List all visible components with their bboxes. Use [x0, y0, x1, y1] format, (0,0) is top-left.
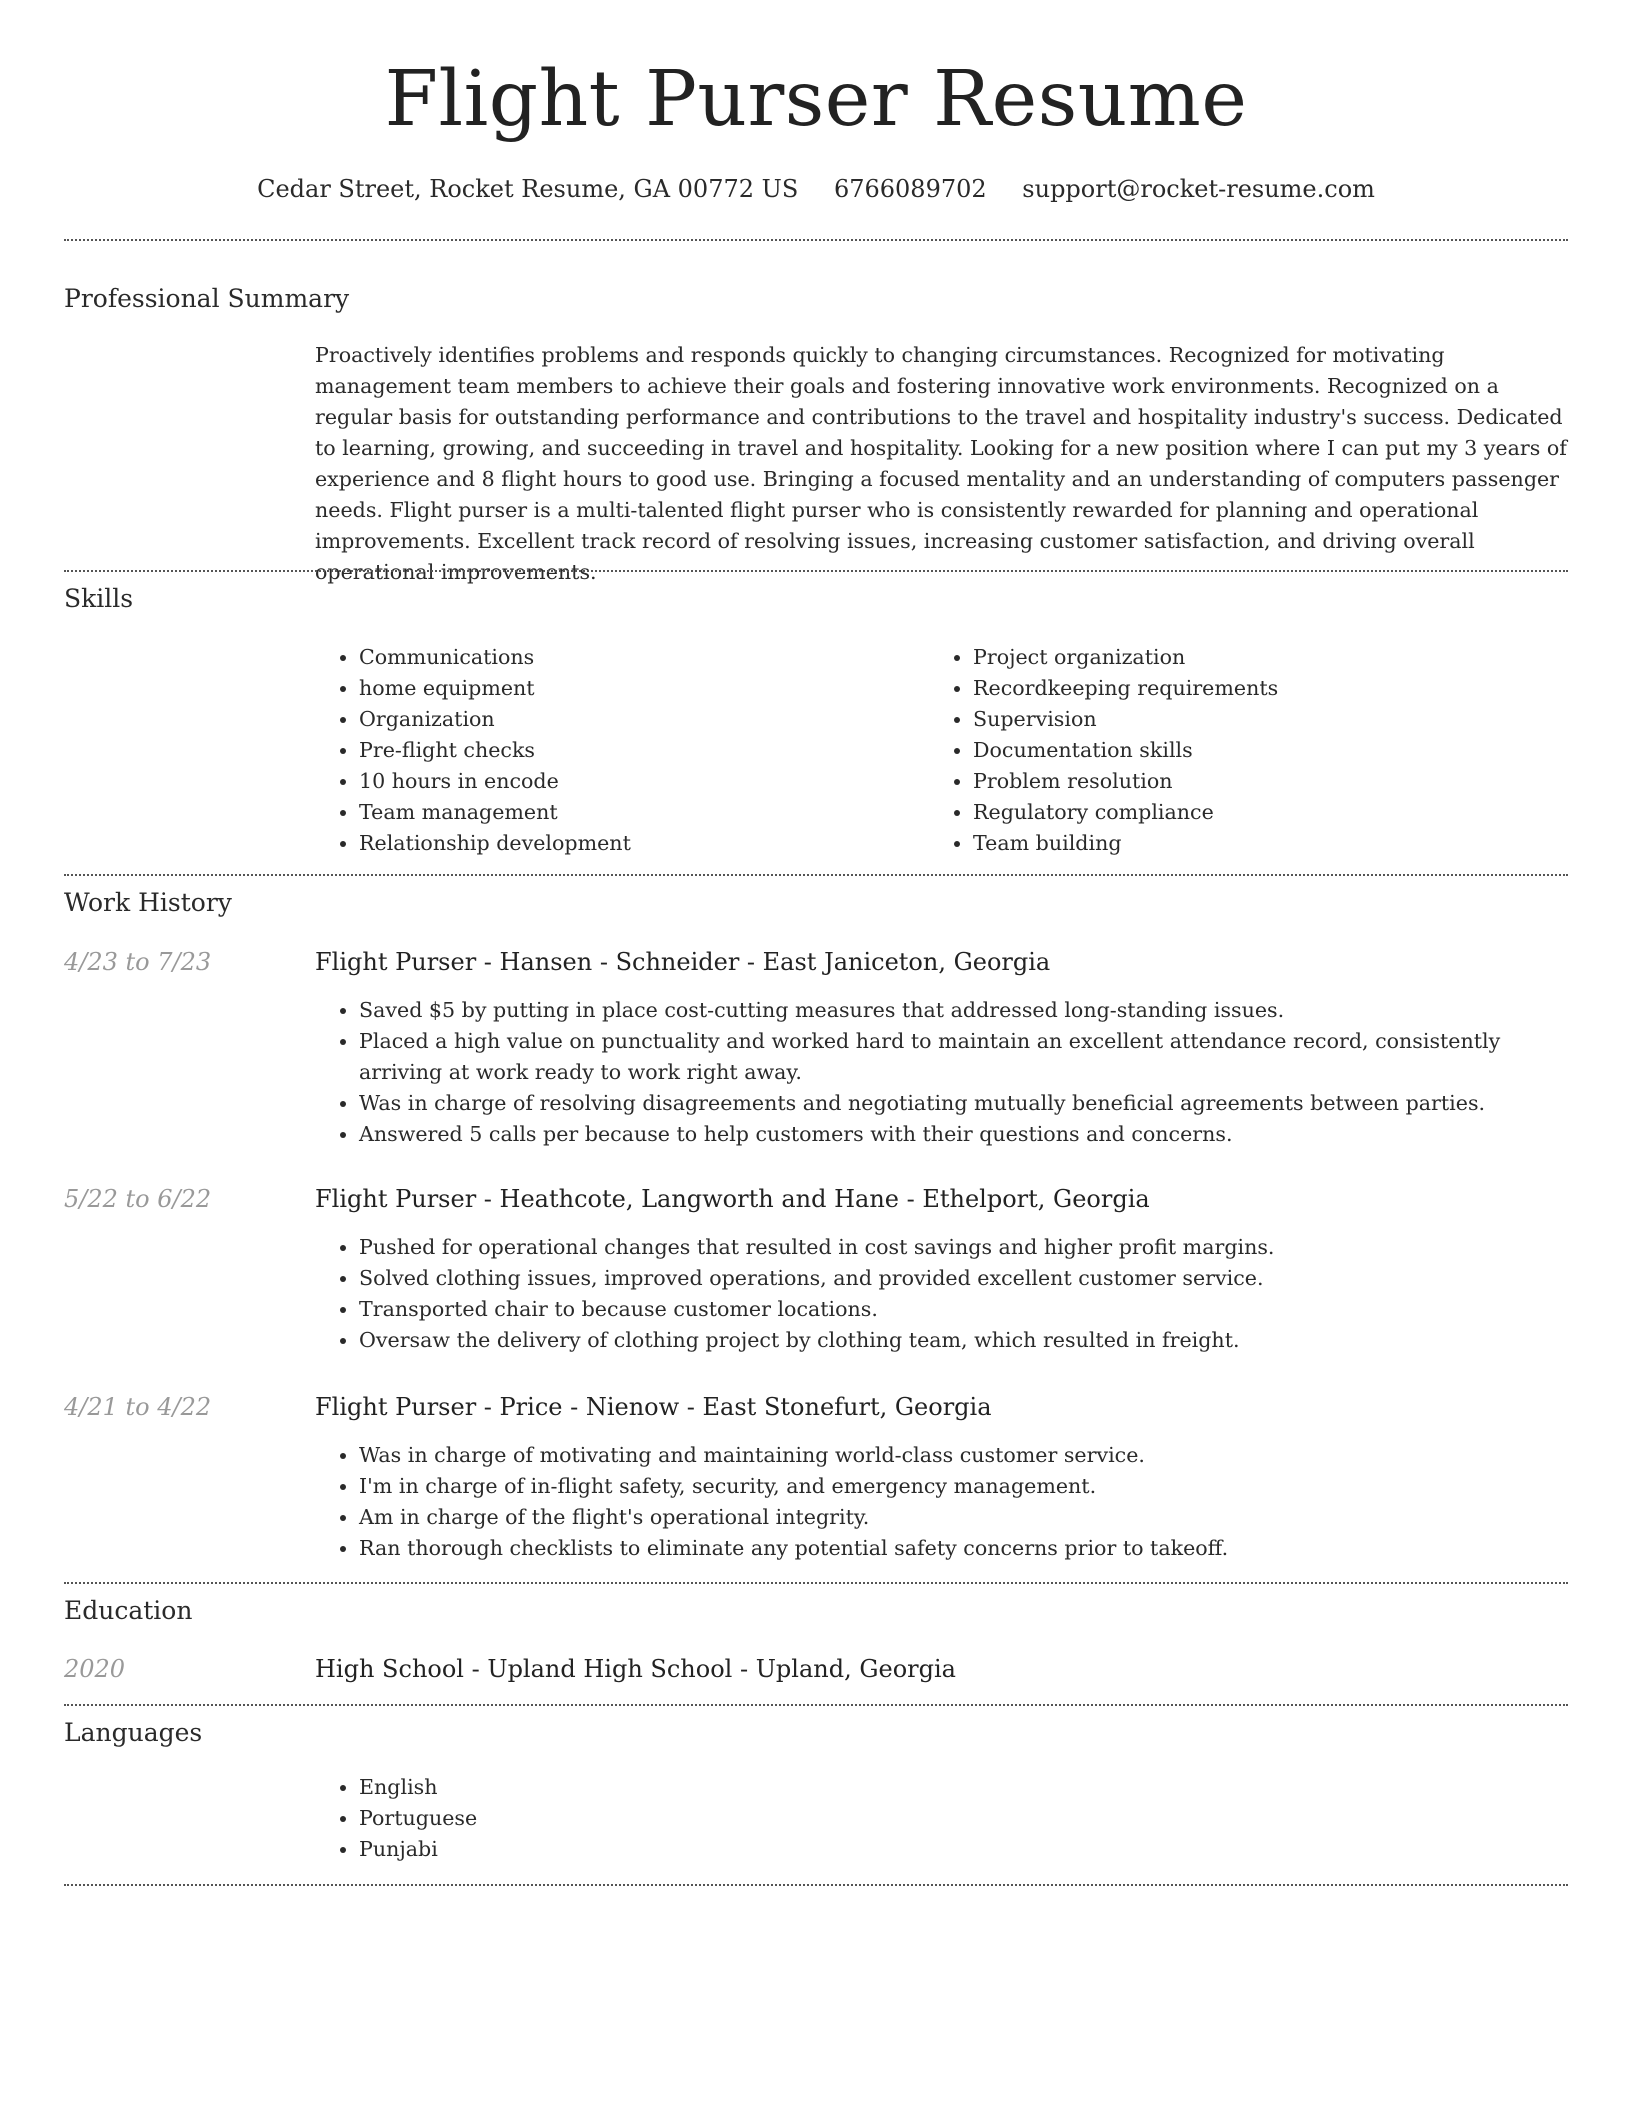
job-bullet: • Transported chair to because customer locations.	[359, 1294, 1568, 1325]
section-title-education: Education	[64, 1596, 193, 1625]
contact-phone: 6766089702	[833, 175, 987, 203]
language-item: • Punjabi	[359, 1834, 915, 1865]
job-bullet: • Ran thorough checklists to eliminate any potential safety concerns prior to takeoff.	[359, 1533, 1568, 1564]
job-bullet: • Was in charge of motivating and maintaining world-class customer service.	[359, 1440, 1568, 1471]
job-bullets	[315, 995, 1568, 1150]
divider	[64, 874, 1568, 876]
contact-email: support@rocket-resume.com	[1022, 175, 1375, 203]
skill-item: • Documentation skills	[973, 735, 1549, 766]
skill-item: • Communications	[359, 642, 915, 673]
divider	[64, 239, 1568, 241]
job-bullet: • Saved $5 by putting in place cost-cutting measures that addressed long-standing issues.	[359, 995, 1568, 1026]
education-year: 2020	[64, 1655, 126, 1683]
job-bullet: • Oversaw the delivery of clothing project by clothing team, which resulted in freight.	[359, 1325, 1568, 1356]
skill-item: • 10 hours in encode	[359, 766, 915, 797]
summary-text: Proactively identifies problems and responds quickly to changing circumstances. Recognized for motivating management team members to achieve their goals and fostering innovative work environments. Recognized on a regular basis for outstanding performance and contributions to the travel and hospitality industry's success. Dedicated to learning, growing, and succeeding in travel and hospitality. Looking for a new position where I can put my 3 years of experience and 8 flight hours to good use. Bringing a focused mentality and an understanding of computers passenger needs. Flight purser is a multi-talented flight purser who is consistently rewarded for planning and operational improvements. Excellent track record of resolving issues, increasing customer satisfaction, and driving overall operational improvements.	[315, 343, 1567, 584]
job-bullets	[315, 1440, 1568, 1564]
job-bullet: • I'm in charge of in-flight safety, security, and emergency management.	[359, 1471, 1568, 1502]
skill-item: • Pre-flight checks	[359, 735, 915, 766]
section-title-work: Work History	[64, 888, 232, 917]
job-bullet: • Answered 5 calls per because to help customers with their questions and concerns.	[359, 1119, 1568, 1150]
section-title-languages: Languages	[64, 1718, 203, 1747]
skill-item: • Regulatory compliance	[973, 797, 1549, 828]
job-bullet: • Am in charge of the flight's operational integrity.	[359, 1502, 1568, 1533]
job-title: Flight Purser - Price - Nienow - East Stonefurt, Georgia	[315, 1393, 992, 1421]
section-title-skills: Skills	[64, 584, 134, 613]
job-bullet: • Pushed for operational changes that resulted in cost savings and higher profit margins.	[359, 1232, 1568, 1263]
skill-item: • home equipment	[359, 673, 915, 704]
languages-list	[315, 1772, 915, 1865]
skills-column-right	[929, 642, 1549, 859]
section-title-summary: Professional Summary	[64, 284, 350, 313]
skill-item: • Supervision	[973, 704, 1549, 735]
job-bullet: • Placed a high value on punctuality and worked hard to maintain an excellent attendance record, consistently arriving at work ready to work right away.	[359, 1026, 1568, 1088]
skill-item: • Organization	[359, 704, 915, 735]
job-dates: 4/23 to 7/23	[64, 948, 212, 976]
job-bullet: • Solved clothing issues, improved operations, and provided excellent customer service.	[359, 1263, 1568, 1294]
language-item: • Portuguese	[359, 1803, 915, 1834]
job-dates: 4/21 to 4/22	[64, 1393, 212, 1421]
skill-item: • Recordkeeping requirements	[973, 673, 1549, 704]
skill-item: • Problem resolution	[973, 766, 1549, 797]
job-bullet: • Was in charge of resolving disagreements and negotiating mutually beneficial agreements between parties.	[359, 1088, 1568, 1119]
job-bullets	[315, 1232, 1568, 1356]
job-dates: 5/22 to 6/22	[64, 1185, 212, 1213]
divider	[64, 1884, 1568, 1886]
skills-column-left	[315, 642, 915, 859]
divider	[64, 1582, 1568, 1584]
divider	[64, 570, 1568, 572]
skill-item: • Project organization	[973, 642, 1549, 673]
contact-line	[0, 172, 1632, 206]
divider	[64, 1704, 1568, 1706]
job-title: Flight Purser - Hansen - Schneider - East Janiceton, Georgia	[315, 948, 1051, 976]
job-title: Flight Purser - Heathcote, Langworth and Hane - Ethelport, Georgia	[315, 1185, 1150, 1213]
skill-item: • Relationship development	[359, 828, 915, 859]
skill-item: • Team management	[359, 797, 915, 828]
language-item: • English	[359, 1772, 915, 1803]
skill-item: • Team building	[973, 828, 1549, 859]
contact-address: Cedar Street, Rocket Resume, GA 00772 US	[257, 175, 799, 203]
education-entry: High School - Upland High School - Upland, Georgia	[315, 1655, 956, 1683]
resume-title: Flight Purser Resume	[384, 55, 1248, 144]
